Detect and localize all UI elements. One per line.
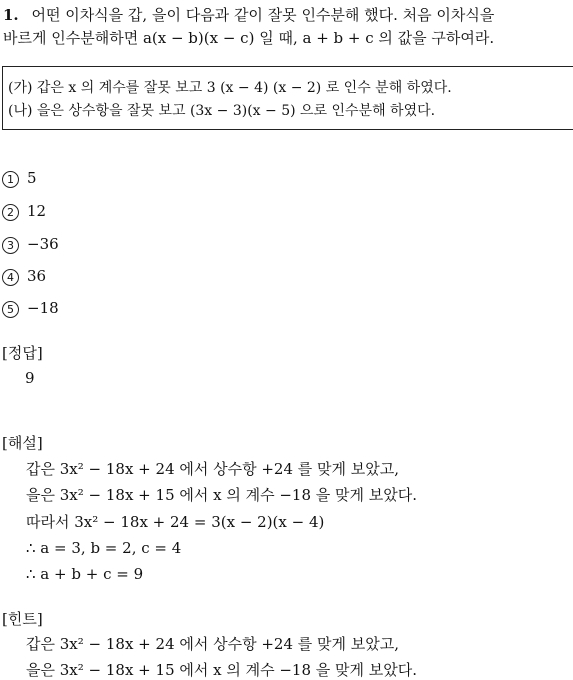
choice-4-mark: 4 [2, 269, 19, 286]
choice-4[interactable] [2, 266, 46, 286]
choice-3-mark: 3 [2, 237, 19, 254]
solution-line-3: 따라서 3x² − 18x + 24 = 3(x − 2)(x − 4) [26, 513, 325, 531]
choice-5-value: −18 [27, 299, 59, 317]
answer-value: 9 [25, 369, 35, 387]
choice-3[interactable] [2, 234, 59, 254]
choice-3-value: −36 [27, 235, 59, 253]
condition-line-2: (나) 을은 상수항을 잘못 보고 (3x − 3)(x − 5) 으로 인수분해 하였다. [8, 103, 436, 119]
choice-1[interactable] [2, 168, 37, 188]
choice-2-mark: 2 [2, 204, 19, 221]
solution-line-1: 갑은 3x² − 18x + 24 에서 상수항 +24 를 맞게 보았고, [26, 460, 400, 478]
question-number: 1. [3, 6, 19, 24]
solution-line-2: 을은 3x² − 18x + 15 에서 x 의 계수 −18 을 맞게 보았다. [26, 486, 418, 504]
choice-5-mark: 5 [2, 301, 19, 318]
answer-label: [정답] [2, 344, 43, 362]
choice-1-mark: 1 [2, 171, 19, 188]
question-line-1 [3, 5, 494, 25]
choice-2-value: 12 [27, 202, 47, 220]
choice-4-value: 36 [27, 267, 47, 285]
hint-label: [힌트] [2, 610, 43, 628]
solution-line-4: ∴ a = 3, b = 2, c = 4 [26, 539, 182, 557]
hint-line-1: 갑은 3x² − 18x + 24 에서 상수항 +24 를 맞게 보았고, [26, 635, 400, 653]
choice-5[interactable] [2, 298, 59, 318]
question-text-1: 어떤 이차식을 갑, 을이 다음과 같이 잘못 인수분해 했다. 처음 이차식을 [31, 6, 495, 24]
question-text-2: 바르게 인수분해하면 a(x − b)(x − c) 일 때, a + b + c 의 값을 구하여라. [3, 29, 495, 47]
solution-label: [해설] [2, 434, 43, 452]
choice-1-value: 5 [27, 169, 37, 187]
choice-2[interactable] [2, 201, 46, 221]
condition-line-1: (가) 갑은 x 의 계수를 잘못 보고 3 (x − 4) (x − 2) 로 인수 분해 하였다. [8, 80, 452, 96]
hint-line-2: 을은 3x² − 18x + 15 에서 x 의 계수 −18 을 맞게 보았다. [26, 661, 418, 679]
solution-line-5: ∴ a + b + c = 9 [26, 565, 144, 583]
